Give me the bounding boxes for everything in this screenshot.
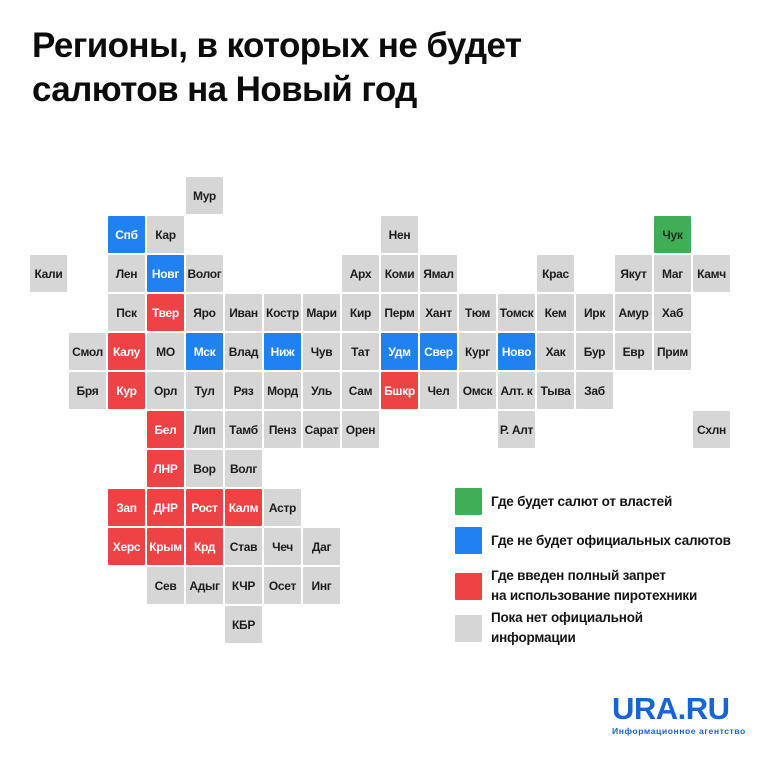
legend-swatch-blue — [455, 527, 482, 554]
region-tile: Смол — [69, 333, 106, 370]
page-title-line2: салютов на Новый год — [32, 70, 417, 109]
region-tile: Волог — [186, 255, 223, 292]
region-tile: Иван — [225, 294, 262, 331]
region-tile: КЧР — [225, 567, 262, 604]
region-tile: Твер — [147, 294, 184, 331]
region-tile: Тул — [186, 372, 223, 409]
region-tile: Схлн — [693, 411, 730, 448]
region-tile: Лип — [186, 411, 223, 448]
region-tile: Чеч — [264, 528, 301, 565]
region-tile: Прим — [654, 333, 691, 370]
legend-label — [491, 608, 643, 648]
region-tile: Мур — [186, 177, 223, 214]
region-tile: Мск — [186, 333, 223, 370]
region-tile: Зап — [108, 489, 145, 526]
region-tile: Орен — [342, 411, 379, 448]
region-tile: Тюм — [459, 294, 496, 331]
legend-label-line: Где не будет официальных салютов — [491, 532, 731, 548]
region-tile: Ново — [498, 333, 535, 370]
legend-label — [491, 531, 731, 551]
region-tile: Арх — [342, 255, 379, 292]
legend-swatch-green — [455, 488, 482, 515]
region-tile: Р. Алт — [498, 411, 535, 448]
region-tile: Пск — [108, 294, 145, 331]
region-tile: Якут — [615, 255, 652, 292]
region-tile: Калу — [108, 333, 145, 370]
region-tile: Нен — [381, 216, 418, 253]
region-tile: Коми — [381, 255, 418, 292]
legend-label — [491, 492, 672, 512]
region-tile: Кир — [342, 294, 379, 331]
region-tile: Мари — [303, 294, 340, 331]
region-tile: Рост — [186, 489, 223, 526]
region-tile: Орл — [147, 372, 184, 409]
region-tile: Бря — [69, 372, 106, 409]
region-tile: Чел — [420, 372, 457, 409]
legend-item — [455, 608, 643, 648]
region-tile: Хант — [420, 294, 457, 331]
legend-label — [491, 566, 697, 606]
region-tile: Херс — [108, 528, 145, 565]
region-tile: Перм — [381, 294, 418, 331]
logo-tagline-text: Информационное агентство — [612, 726, 746, 736]
legend-label-line: Где будет салют от властей — [491, 493, 673, 509]
region-tile: Крд — [186, 528, 223, 565]
region-tile: ДНР — [147, 489, 184, 526]
region-tile: Бел — [147, 411, 184, 448]
region-tile: Алт. к — [498, 372, 535, 409]
legend-label-line: Где введен полный запрет — [491, 568, 666, 583]
legend-label-line: информации — [491, 630, 576, 645]
region-tile: Евр — [615, 333, 652, 370]
region-tile: Морд — [264, 372, 301, 409]
region-tile: Уль — [303, 372, 340, 409]
region-tile: ЛНР — [147, 450, 184, 487]
region-tile: Маг — [654, 255, 691, 292]
region-tile: Ямал — [420, 255, 457, 292]
region-tile: Томск — [498, 294, 535, 331]
region-tile: Хак — [537, 333, 574, 370]
region-tile: Тат — [342, 333, 379, 370]
legend-label-line: Пока нет официальной — [491, 610, 643, 625]
region-tile: Вор — [186, 450, 223, 487]
region-tile: Заб — [576, 372, 613, 409]
region-tile: Кар — [147, 216, 184, 253]
region-tile: Крас — [537, 255, 574, 292]
region-tile: Крым — [147, 528, 184, 565]
region-tile: Ирк — [576, 294, 613, 331]
region-tile: Камч — [693, 255, 730, 292]
region-tile: Кур — [108, 372, 145, 409]
region-tile: Сев — [147, 567, 184, 604]
region-tile: Кург — [459, 333, 496, 370]
region-tile: Тыва — [537, 372, 574, 409]
region-tile: Свер — [420, 333, 457, 370]
region-tile: Яро — [186, 294, 223, 331]
region-tile: Кали — [30, 255, 67, 292]
region-tile: Калм — [225, 489, 262, 526]
legend-swatch-gray — [455, 615, 482, 642]
region-tile: Став — [225, 528, 262, 565]
legend-label-line: на использование пиротехники — [491, 588, 698, 603]
region-tile: Сарат — [303, 411, 340, 448]
region-tile: Сам — [342, 372, 379, 409]
region-tile: Даг — [303, 528, 340, 565]
region-tile: Чук — [654, 216, 691, 253]
region-tile: Бур — [576, 333, 613, 370]
legend-item — [455, 488, 672, 515]
ura-ru-logo — [612, 691, 752, 736]
region-tile: Ряз — [225, 372, 262, 409]
region-tile: Инг — [303, 567, 340, 604]
region-tile: Костр — [264, 294, 301, 331]
region-tile: Новг — [147, 255, 184, 292]
legend-item — [455, 566, 697, 606]
region-tile: Бшкр — [381, 372, 418, 409]
legend-swatch-red — [455, 573, 482, 600]
region-tile: Тамб — [225, 411, 262, 448]
region-tile: Амур — [615, 294, 652, 331]
logo-brand-text: URA.RU — [612, 691, 730, 726]
region-tile: Спб — [108, 216, 145, 253]
region-tile: КБР — [225, 606, 262, 643]
region-tile: Адыг — [186, 567, 223, 604]
region-tile: Ниж — [264, 333, 301, 370]
legend-item — [455, 527, 731, 554]
region-tile: МО — [147, 333, 184, 370]
region-tile: Астр — [264, 489, 301, 526]
region-tile: Волг — [225, 450, 262, 487]
region-tile: Омск — [459, 372, 496, 409]
region-tile: Лен — [108, 255, 145, 292]
region-tile: Пенз — [264, 411, 301, 448]
region-tile: Удм — [381, 333, 418, 370]
region-tile: Осет — [264, 567, 301, 604]
region-tile: Кем — [537, 294, 574, 331]
region-tile: Влад — [225, 333, 262, 370]
page-title-line1: Регионы, в которых не будет — [32, 26, 522, 65]
region-tile: Чув — [303, 333, 340, 370]
region-tile: Хаб — [654, 294, 691, 331]
